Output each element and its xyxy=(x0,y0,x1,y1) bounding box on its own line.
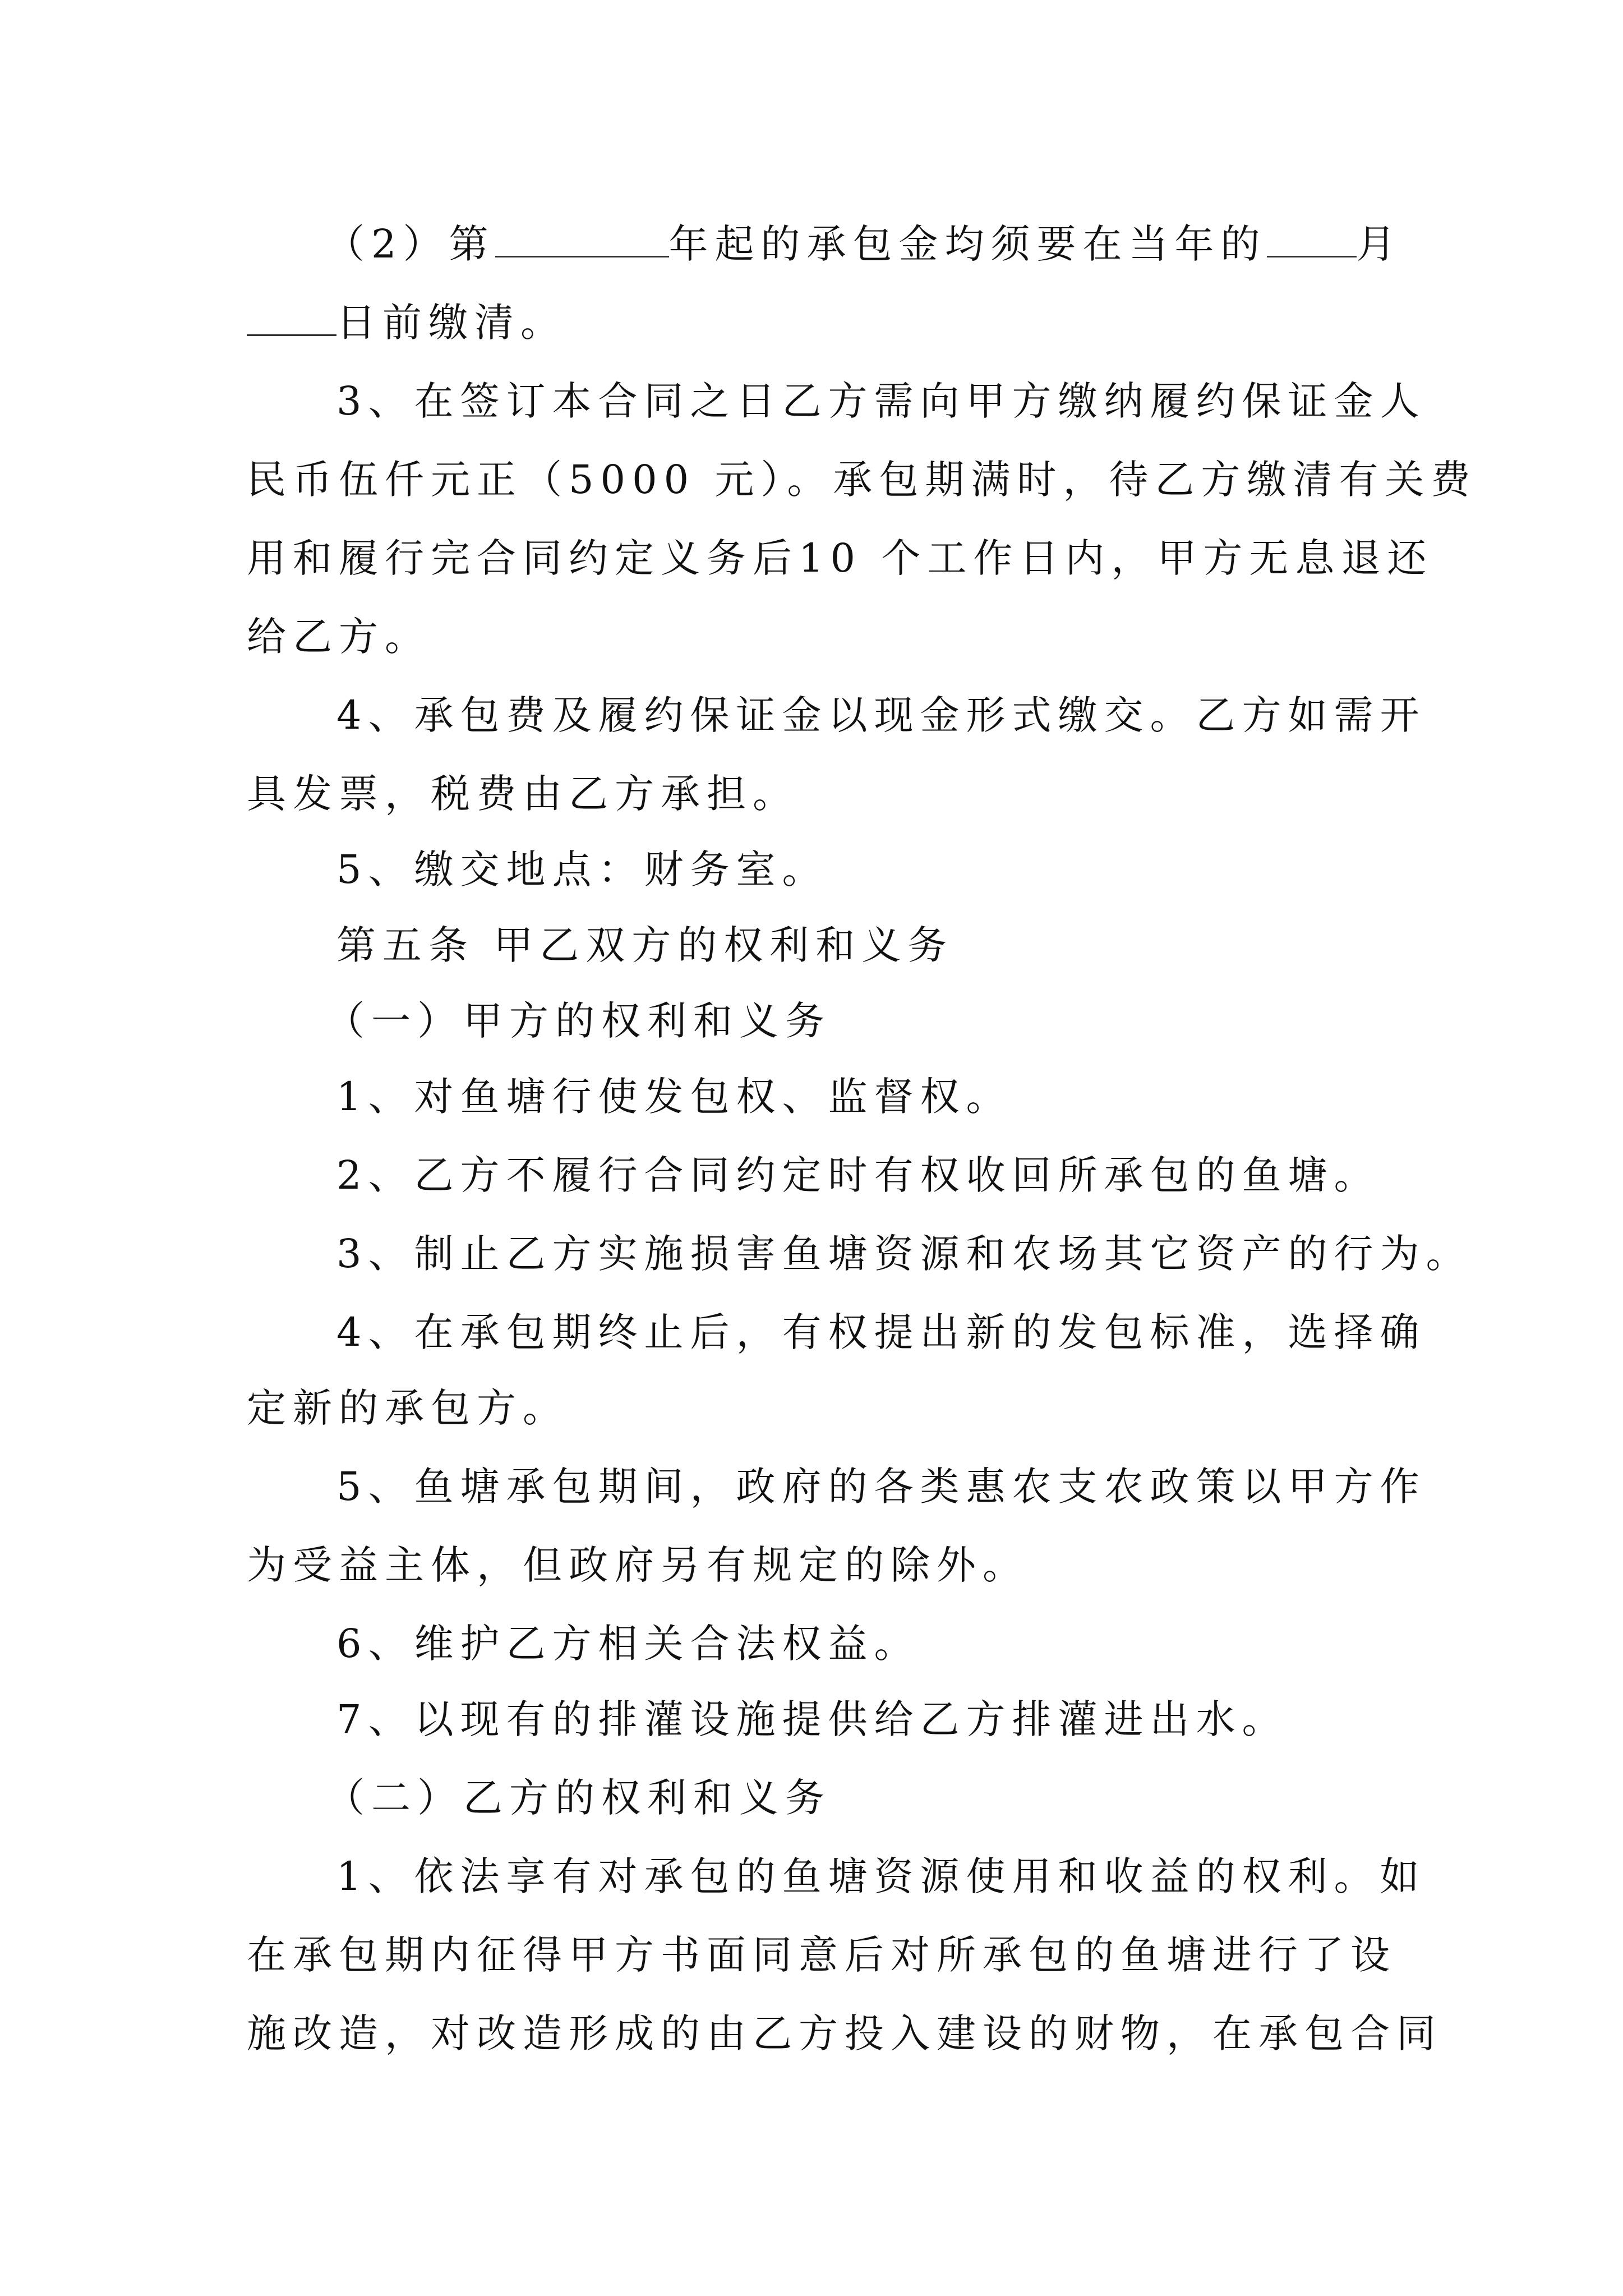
party-b-section-title: （二）乙方的权利和义务 xyxy=(325,1775,831,1821)
party-b-item-1-line-1: 1、依法享有对承包的鱼塘资源使用和收益的权利。如 xyxy=(336,1853,1426,1899)
party-a-item-2: 2、乙方不履行合同约定时有权收回所承包的鱼塘。 xyxy=(336,1152,1380,1198)
payment-deadline-line-2 xyxy=(247,295,566,351)
clause-4-line-1: 4、承包费及履约保证金以现金形式缴交。乙方如需开 xyxy=(336,692,1426,738)
party-a-section-title: （一）甲方的权利和义务 xyxy=(325,998,831,1044)
party-b-item-1-line-3: 施改造，对改造形成的由乙方投入建设的财物，在承包合同 xyxy=(247,2010,1442,2056)
clause-3-line-2: 民币伍仟元正（5000 元）。承包期满时，待乙方缴清有关费 xyxy=(247,457,1477,503)
party-a-item-4-line-1: 4、在承包期终止后，有权提出新的发包标准，选择确 xyxy=(336,1309,1426,1355)
text-segment: （2）第 xyxy=(325,221,495,267)
party-a-item-5-line-2: 为受益主体，但政府另有规定的除外。 xyxy=(247,1542,1029,1588)
party-a-item-6: 6、维护乙方相关合法权益。 xyxy=(336,1621,920,1667)
clause-3-line-4: 给乙方。 xyxy=(247,614,431,660)
clause-5: 5、缴交地点：财务室。 xyxy=(336,846,828,892)
party-a-item-3: 3、制止乙方实施损害鱼塘资源和农场其它资产的行为。 xyxy=(336,1231,1472,1277)
blank-year-field xyxy=(495,219,669,257)
party-a-item-7: 7、以现有的排灌设施提供给乙方排灌进出水。 xyxy=(336,1696,1288,1742)
party-a-item-1: 1、对鱼塘行使发包权、监督权。 xyxy=(336,1074,1012,1120)
article-5-title: 第五条 甲乙双方的权利和义务 xyxy=(336,922,954,968)
blank-month-field xyxy=(1267,219,1357,257)
text-segment: 日前缴清。 xyxy=(336,300,566,346)
payment-deadline-line-1 xyxy=(325,216,1403,272)
party-a-item-5-line-1: 5、鱼塘承包期间，政府的各类惠农支农政策以甲方作 xyxy=(336,1464,1426,1510)
party-b-item-1-line-2: 在承包期内征得甲方书面同意后对所承包的鱼塘进行了设 xyxy=(247,1932,1396,1978)
clause-3-line-1: 3、在签订本合同之日乙方需向甲方缴纳履约保证金人 xyxy=(336,378,1426,424)
party-a-item-4-line-2: 定新的承包方。 xyxy=(247,1385,569,1431)
clause-4-line-2: 具发票，税费由乙方承担。 xyxy=(247,771,799,817)
clause-3-line-3: 用和履行完合同约定义务后10 个工作日内，甲方无息退还 xyxy=(247,535,1433,581)
text-segment: 月 xyxy=(1356,221,1403,267)
blank-day-field xyxy=(247,297,336,336)
text-segment: 年起的承包金均须要在当年的 xyxy=(668,221,1267,267)
